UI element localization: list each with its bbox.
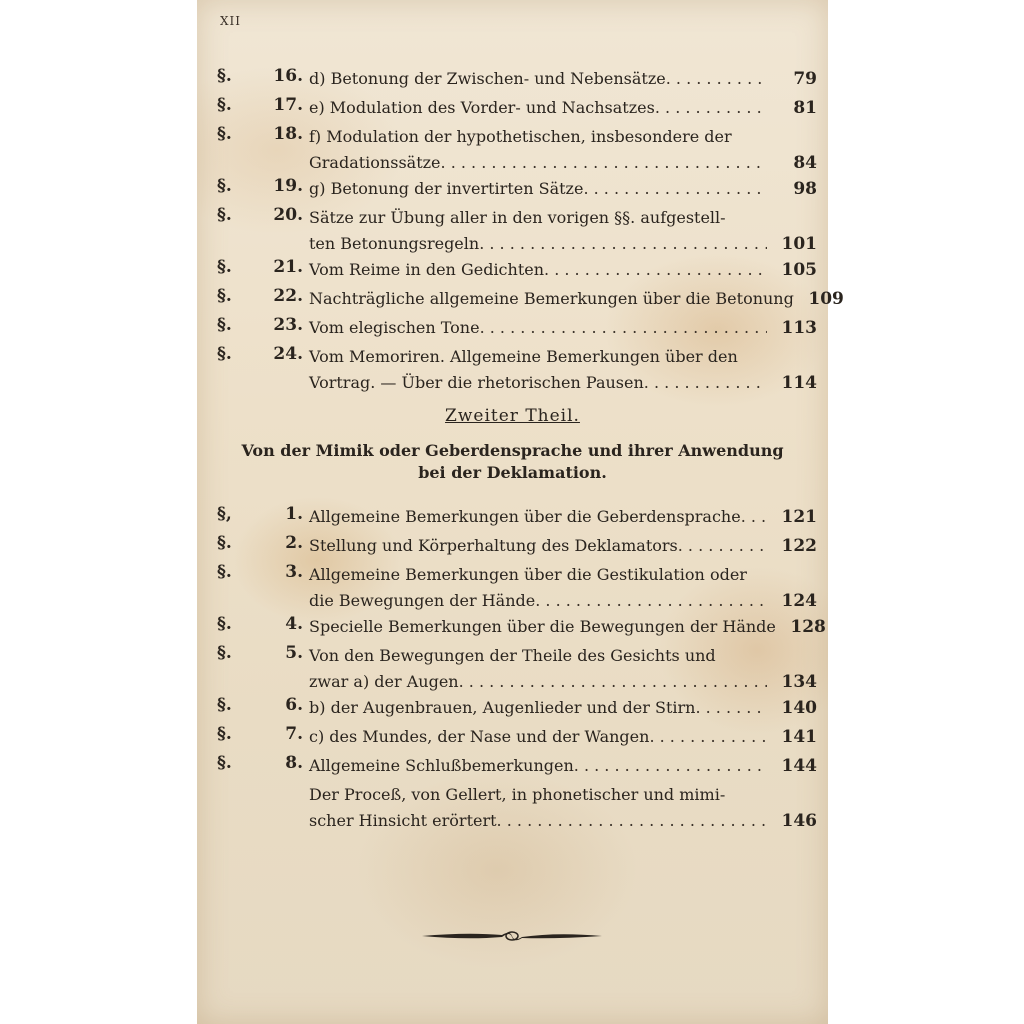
toc-entry-title: Vom Reime in den Gedichten	[309, 260, 545, 279]
section-number: 22.	[273, 286, 303, 306]
dot-leader	[583, 176, 767, 202]
toc-line	[309, 669, 817, 695]
section-sign: §.	[217, 205, 232, 225]
toc-entry-title: f) Modulation der hypothetischen, insbesondere der	[309, 127, 732, 146]
toc-entry-title: e) Modulation des Vorder- und Nachsatzes	[309, 98, 655, 117]
dot-leader	[678, 533, 767, 559]
part-two-subtitle-line2: bei der Deklamation.	[418, 463, 607, 482]
toc-line	[309, 753, 817, 779]
section-sign: §.	[217, 724, 232, 744]
page-ref: 84	[793, 153, 817, 173]
toc-entry	[217, 504, 817, 530]
section-sign: §.	[217, 66, 232, 86]
page-ref: 121	[781, 507, 817, 527]
dot-leader	[459, 669, 767, 695]
section-number: 16.	[273, 66, 303, 86]
toc-entry-title: die Bewegungen der Hände	[309, 591, 536, 610]
section-number: 1.	[285, 504, 303, 524]
page-ref: 140	[781, 698, 817, 718]
section-sign: §.	[217, 695, 232, 715]
page-ref: 105	[781, 260, 817, 280]
dot-leader	[479, 231, 767, 257]
toc-entry	[217, 643, 817, 695]
section-sign: §.	[217, 753, 232, 773]
toc-line	[309, 315, 817, 341]
toc-entry	[217, 724, 817, 750]
section-sign: §.	[217, 176, 232, 196]
section-number: 4.	[285, 614, 303, 634]
page-ref: 122	[781, 536, 817, 556]
toc-entry-title: d) Betonung der Zwischen- und Nebensätze	[309, 69, 666, 88]
section-number: 5.	[285, 643, 303, 663]
toc-entry	[217, 66, 817, 92]
dot-leader	[441, 150, 767, 176]
section-number: 24.	[273, 344, 303, 364]
dot-leader	[480, 315, 767, 341]
ornament-divider-icon	[422, 928, 602, 944]
toc-line	[309, 614, 826, 640]
toc-line	[309, 370, 817, 396]
part-two-subtitle-line1: Von der Mimik oder Geberdensprache und ihrer Anwendung	[241, 441, 784, 460]
section-number: 8.	[285, 753, 303, 773]
section-number: 21.	[273, 257, 303, 277]
toc-entry	[217, 533, 817, 559]
page-ref: 79	[793, 69, 817, 89]
book-page	[197, 0, 844, 1024]
toc-entry	[217, 176, 817, 202]
part-two-title: Zweiter Theil.	[445, 406, 580, 426]
toc-entry	[217, 315, 817, 341]
toc-line	[309, 724, 817, 750]
section-sign: §.	[217, 562, 232, 582]
section-sign: §.	[217, 95, 232, 115]
section-sign: §.	[217, 344, 232, 364]
toc-line	[309, 95, 817, 121]
dot-leader	[695, 695, 767, 721]
toc-entry-title: scher Hinsicht erörtert	[309, 811, 497, 830]
page-ref: 114	[781, 373, 817, 393]
section-sign: §.	[217, 614, 232, 634]
toc-line	[309, 533, 817, 559]
toc-entry	[217, 124, 817, 176]
toc-line	[309, 643, 817, 669]
section-number: 20.	[273, 205, 303, 225]
page-number: XII	[220, 14, 242, 28]
toc-entry	[217, 753, 817, 779]
section-number: 19.	[273, 176, 303, 196]
toc-entry-title: Allgemeine Schlußbemerkungen	[309, 756, 574, 775]
toc-line	[309, 257, 817, 283]
toc-entry-title: Vom Memoriren. Allgemeine Bemerkungen über den	[309, 347, 738, 366]
toc-line	[309, 695, 817, 721]
toc-line	[309, 231, 817, 257]
page-ref: 146	[781, 811, 817, 831]
toc-line	[309, 124, 817, 150]
section-sign: §.	[217, 315, 232, 335]
dot-leader	[741, 504, 767, 530]
toc-entry-title: ten Betonungsregeln	[309, 234, 480, 253]
page-ref: 101	[781, 234, 817, 254]
toc-entry-title: Von den Bewegungen der Theile des Gesichts und	[309, 646, 716, 665]
toc-entry	[217, 95, 817, 121]
dot-leader	[649, 724, 767, 750]
section-sign: §,	[217, 504, 232, 524]
toc-line	[309, 344, 817, 370]
page-ref: 113	[781, 318, 817, 338]
section-sign: §.	[217, 533, 232, 553]
toc-line	[309, 286, 844, 312]
toc-entry-title: Sätze zur Übung aller in den vorigen §§. aufgestell-	[309, 208, 726, 227]
toc-entry-title: Stellung und Körperhaltung des Deklamators	[309, 536, 678, 555]
page-ref: 141	[781, 727, 817, 747]
dot-leader	[666, 66, 767, 92]
toc-line	[309, 504, 817, 530]
toc-entry	[217, 205, 817, 257]
dot-leader	[574, 753, 767, 779]
toc-entry-title: Nachträgliche allgemeine Bemerkungen über die Betonung	[309, 289, 794, 308]
section-number: 6.	[285, 695, 303, 715]
toc-line	[309, 782, 817, 808]
section-number: 18.	[273, 124, 303, 144]
dot-leader	[655, 95, 767, 121]
toc-line	[309, 176, 817, 202]
section-sign: §.	[217, 257, 232, 277]
toc-entry	[217, 286, 844, 312]
toc-entry	[217, 614, 826, 640]
section-sign: §.	[217, 643, 232, 663]
toc-entry-title: g) Betonung der invertirten Sätze	[309, 179, 584, 198]
page-ref: 81	[793, 98, 817, 118]
toc-entry	[217, 695, 817, 721]
section-number: 7.	[285, 724, 303, 744]
toc-entry-title: Der Proceß, von Gellert, in phonetischer und mimi-	[309, 785, 726, 804]
section-sign: §.	[217, 286, 232, 306]
toc-line	[309, 562, 817, 588]
section-number: 17.	[273, 95, 303, 115]
page-ref: 124	[781, 591, 817, 611]
toc-entry-title: b) der Augenbrauen, Augenlieder und der Stirn	[309, 698, 696, 717]
section-number: 23.	[273, 315, 303, 335]
toc-entry-title: c) des Mundes, der Nase und der Wangen	[309, 727, 650, 746]
page-ref: 98	[793, 179, 817, 199]
toc-entry	[217, 257, 817, 283]
toc-entry	[217, 344, 817, 396]
toc-line	[309, 150, 817, 176]
toc-entry-title: Specielle Bemerkungen über die Bewegungen der Hände	[309, 617, 776, 636]
toc-line	[309, 205, 817, 231]
toc-entry	[217, 562, 817, 614]
toc-entry	[217, 782, 817, 834]
toc-entry-title: Vortrag. — Über die rhetorischen Pausen	[309, 373, 644, 392]
toc-line	[309, 588, 817, 614]
section-number: 3.	[285, 562, 303, 582]
section-sign: §.	[217, 124, 232, 144]
dot-leader	[535, 588, 767, 614]
dot-leader	[644, 370, 767, 396]
toc-line	[309, 66, 817, 92]
section-number: 2.	[285, 533, 303, 553]
toc-entry-title: Gradationssätze	[309, 153, 441, 172]
toc-entry-title: zwar a) der Augen	[309, 672, 459, 691]
toc-entry-title: Vom elegischen Tone	[309, 318, 480, 337]
toc-line	[309, 808, 817, 834]
toc-entry-title: Allgemeine Bemerkungen über die Geberdensprache	[309, 507, 741, 526]
page-ref: 144	[781, 756, 817, 776]
dot-leader	[544, 257, 767, 283]
dot-leader	[497, 808, 767, 834]
page-ref: 128	[790, 617, 826, 637]
toc-entry-title: Allgemeine Bemerkungen über die Gestikulation oder	[309, 565, 747, 584]
page-ref: 134	[781, 672, 817, 692]
page-ref: 109	[808, 289, 844, 309]
